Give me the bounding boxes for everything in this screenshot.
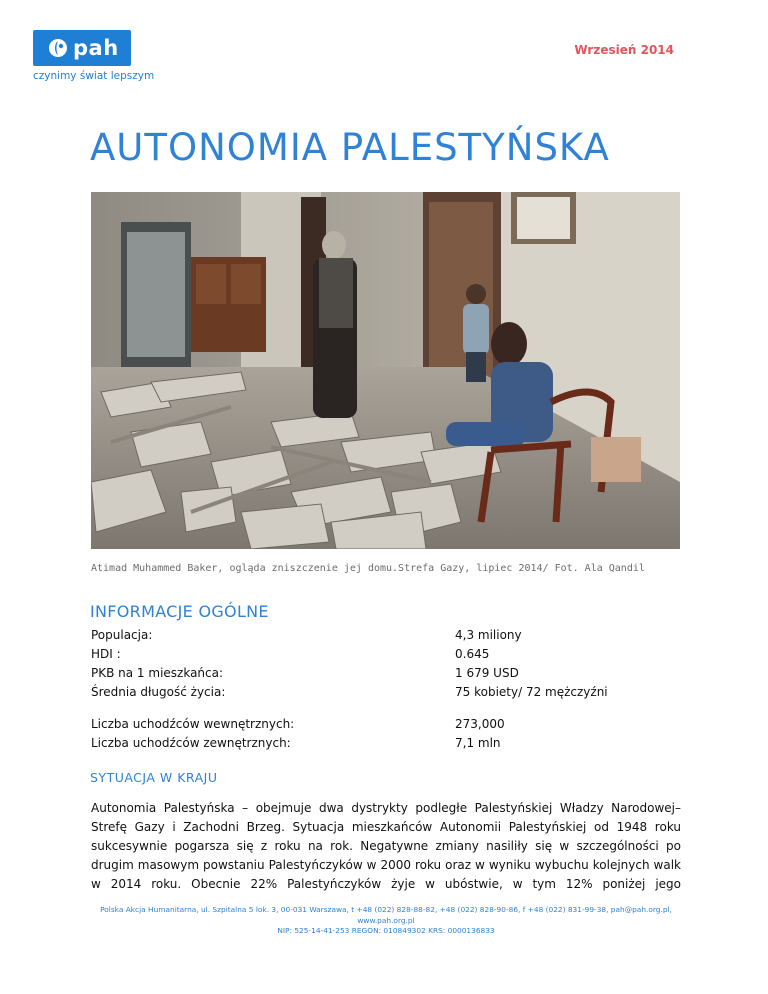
info-label: Populacja: xyxy=(91,628,153,642)
info-label: Liczba uchodźców wewnętrznych: xyxy=(91,717,295,731)
info-row-life-expectancy xyxy=(91,683,681,702)
pah-logo xyxy=(33,30,131,66)
logo-text: pah xyxy=(73,35,119,60)
page-footer xyxy=(80,905,692,937)
general-info-heading: INFORMACJE OGÓLNE xyxy=(90,602,269,621)
pah-logo-icon xyxy=(47,37,69,59)
page-title: AUTONOMIA PALESTYŃSKA xyxy=(90,126,610,169)
document-date: Wrzesień 2014 xyxy=(574,43,674,57)
photo-illustration xyxy=(91,192,680,549)
info-label: Średnia długość życia: xyxy=(91,685,226,699)
info-value: 273,000 xyxy=(455,717,505,731)
info-label: Liczba uchodźców zewnętrznych: xyxy=(91,736,291,750)
info-row-hdi xyxy=(91,645,681,664)
info-row-external-refugees xyxy=(91,734,681,753)
tagline: czynimy świat lepszym xyxy=(33,70,155,82)
info-value: 7,1 mln xyxy=(455,736,501,750)
footer-website: www.pah.org.pl xyxy=(357,915,415,925)
info-value: 1 679 USD xyxy=(455,666,519,680)
situation-heading: SYTUACJA W KRAJU xyxy=(90,770,218,785)
general-info-table xyxy=(91,626,681,753)
info-row-internal-refugees xyxy=(91,715,681,734)
info-label: HDI : xyxy=(91,647,121,661)
footer-address: Polska Akcja Humanitarna, ul. Szpitalna 5 lok. 3, 00-031 Warszawa, t +48 (022) 828-88-82, +48 (022) 828-90-86, f +48 (022) 831-99-38, pah@pah.org.pl, xyxy=(100,905,672,914)
info-row-population xyxy=(91,626,681,645)
info-value: 0.645 xyxy=(455,647,490,661)
photo xyxy=(91,192,680,549)
situation-paragraph: Autonomia Palestyńska – obejmuje dwa dystrykty podległe Palestyńskiej Władzy Narodowej– Strefę Gazy i Zachodni Brzeg. Sytuacja mieszkańców Autonomii Palestyńskiej od 1948 roku sukcesywnie pogarsza się z roku na rok. Negatywne zmiany nasiliły się w szczególności po drugim masowym powstaniu Palestyńczyków w 2000 roku oraz w wyniku wybuchu kolejnych walk w 2014 roku. Obecnie 22% Palestyńczyków żyje w ubóstwie, w tym 12% poniżej jego xyxy=(91,801,681,891)
footer-registry: NIP: 525-14-41-253 REGON: 010849302 KRS: 0000136833 xyxy=(277,926,495,935)
info-value: 75 kobiety/ 72 mężczyźni xyxy=(455,685,608,699)
info-label: PKB na 1 mieszkańca: xyxy=(91,666,224,680)
info-row-gdp xyxy=(91,664,681,683)
info-value: 4,3 miliony xyxy=(455,628,522,642)
photo-caption: Atimad Muhammed Baker, ogląda zniszczenie jej domu.Strefa Gazy, lipiec 2014/ Fot. Ala Qandil xyxy=(91,563,645,574)
